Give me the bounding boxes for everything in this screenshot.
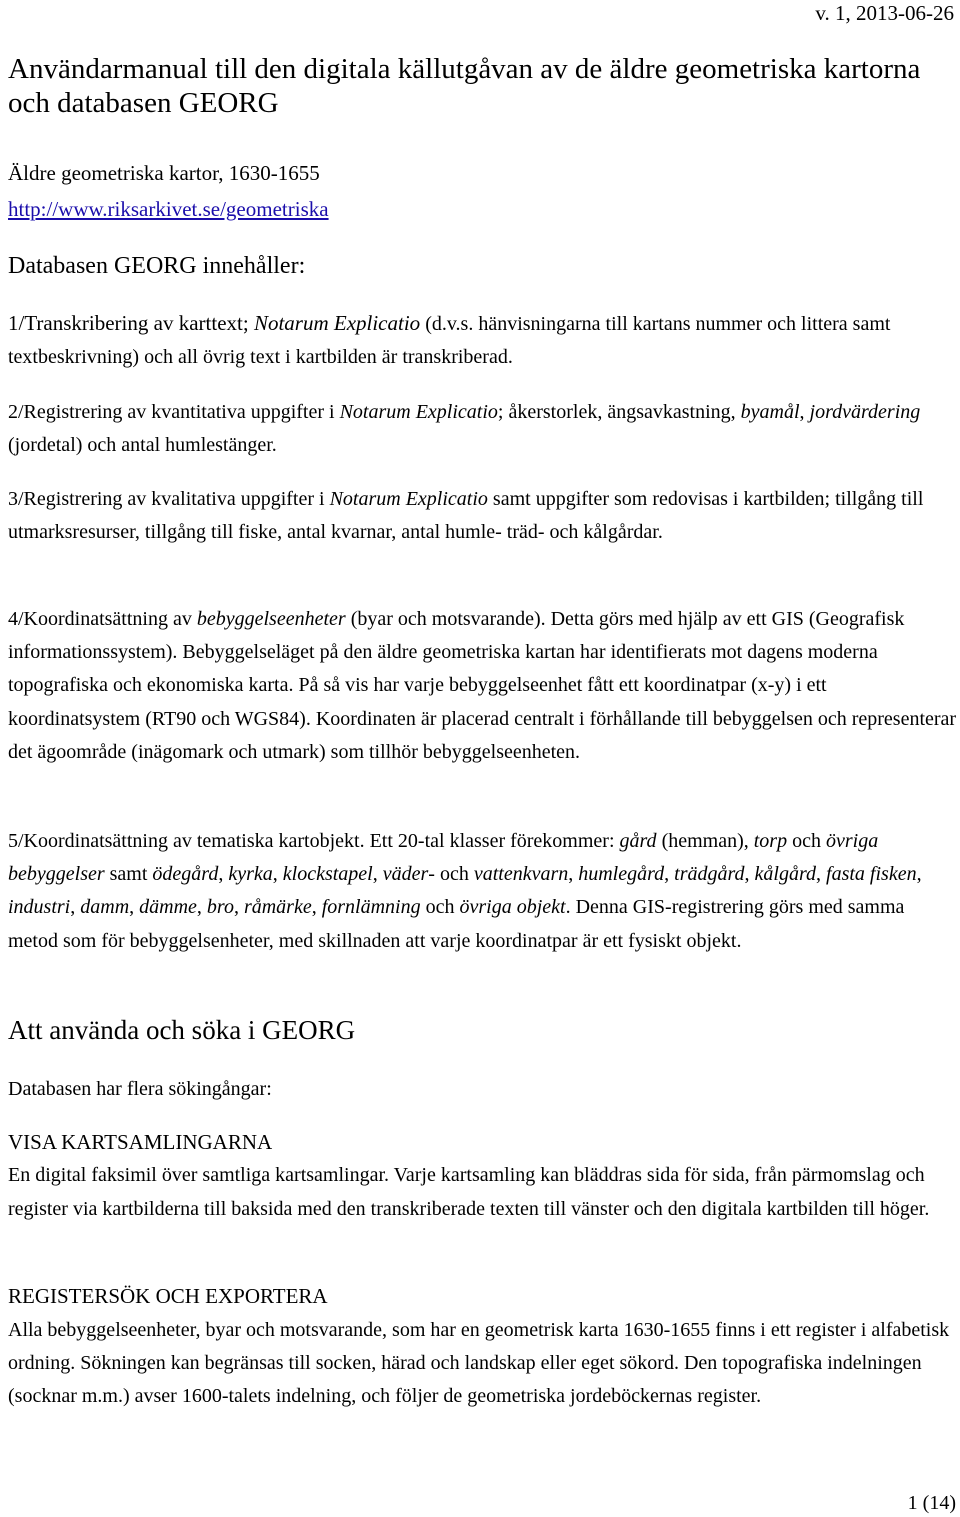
riksarkivet-link[interactable]: http://www.riksarkivet.se/geometriska [8,197,329,221]
paragraph-tematiska-kartobjekt: 5/Koordinatsättning av tematiska kartobjekt. Ett 20-tal klasser förekommer: gård (hemman), torp och övriga bebyggelser samt ödegård, kyrka, klockstapel, väder- och vattenkvarn, humlegård, trädgård, kålgård, fasta fisken, industri, damm, dämme, bro, råmärke, fornlämning och övriga objekt. Denna GIS-registrering görs med samma metod som för bebyggelsenheter, med skillnaden att varje koordinatpar är ett fysiskt objekt. [8,830,922,952]
visa-kartsamlingarna-text: En digital faksimil över samtliga kartsamlingar. Varje kartsamling kan bläddras sida för sida, från pärmomslag och register via kartbilderna till baksida med den transkriberade texten till vänster och den digitala kartbilden till höger. [8,1164,930,1220]
database-heading: Databasen GEORG innehåller: [8,253,306,279]
page-number: 1 (14) [907,1492,956,1514]
document-title: Användarmanual till den digitala källutgåvan av de äldre geometriska kartorna och databasen GEORG [8,53,921,119]
paragraph-kvalitativa: 3/Registrering av kvalitativa uppgifter i Notarum Explicatio samt uppgifter som redovisas i kartbilden; tillgång till utmarksresurser, tillgång till fiske, antal kvarnar, antal humle- träd- och kålgårdar. [8,488,924,543]
paragraph-transkribering: 1/Transkribering av karttext; Notarum Explicatio (d.v.s. hänvisningarna till kartans nummer och littera samt textbeskrivning) och all övrig text i kartbilden är transkriberad. [8,311,891,368]
section-intro: Databasen har flera sökingångar: [8,1078,272,1100]
subtitle: Äldre geometriska kartor, 1630-1655 [8,161,320,185]
version-date: v. 1, 2013-06-26 [815,1,954,25]
registersok-heading: REGISTERSÖK OCH EXPORTERA [8,1284,328,1308]
registersok-text: Alla bebyggelseenheter, byar och motsvarande, som har en geometrisk karta 1630-1655 finns i ett register i alfabetisk ordning. Sökningen kan begränsas till socken, härad och landskap eller eget sökord. Den topografiska indelningen (socknar m.m.) avser 1600-talets indelning, och följer de geometriska jordeböckernas register. [8,1319,950,1408]
visa-kartsamlingarna-heading: VISA KARTSAMLINGARNA [8,1130,273,1154]
paragraph-koordinatsattning-bebyggelse: 4/Koordinatsättning av bebyggelseenheter (byar och motsvarande). Detta görs med hjälp av ett GIS (Geografisk informationssystem). Bebyggelseläget på den äldre geometriska kartan har identifierats mot dagens moderna topografiska och ekonomiska karta. På så vis har varje bebyggelseenhet fått ett koordinatpar (x-y) i ett koordinatsystem (RT90 och WGS84). Koordinaten är placerad centralt i förhållande till bebyggelsen och representerar det ägoområde (inägomark och utmark) som tillhör bebyggelseenheten. [8,608,957,763]
section-heading: Att använda och söka i GEORG [8,1015,356,1045]
paragraph-kvantitativa: 2/Registrering av kvantitativa uppgifter i Notarum Explicatio; åkerstorlek, ängsavkastning, byamål, jordvärdering (jordetal) och antal humlestänger. [8,401,921,456]
